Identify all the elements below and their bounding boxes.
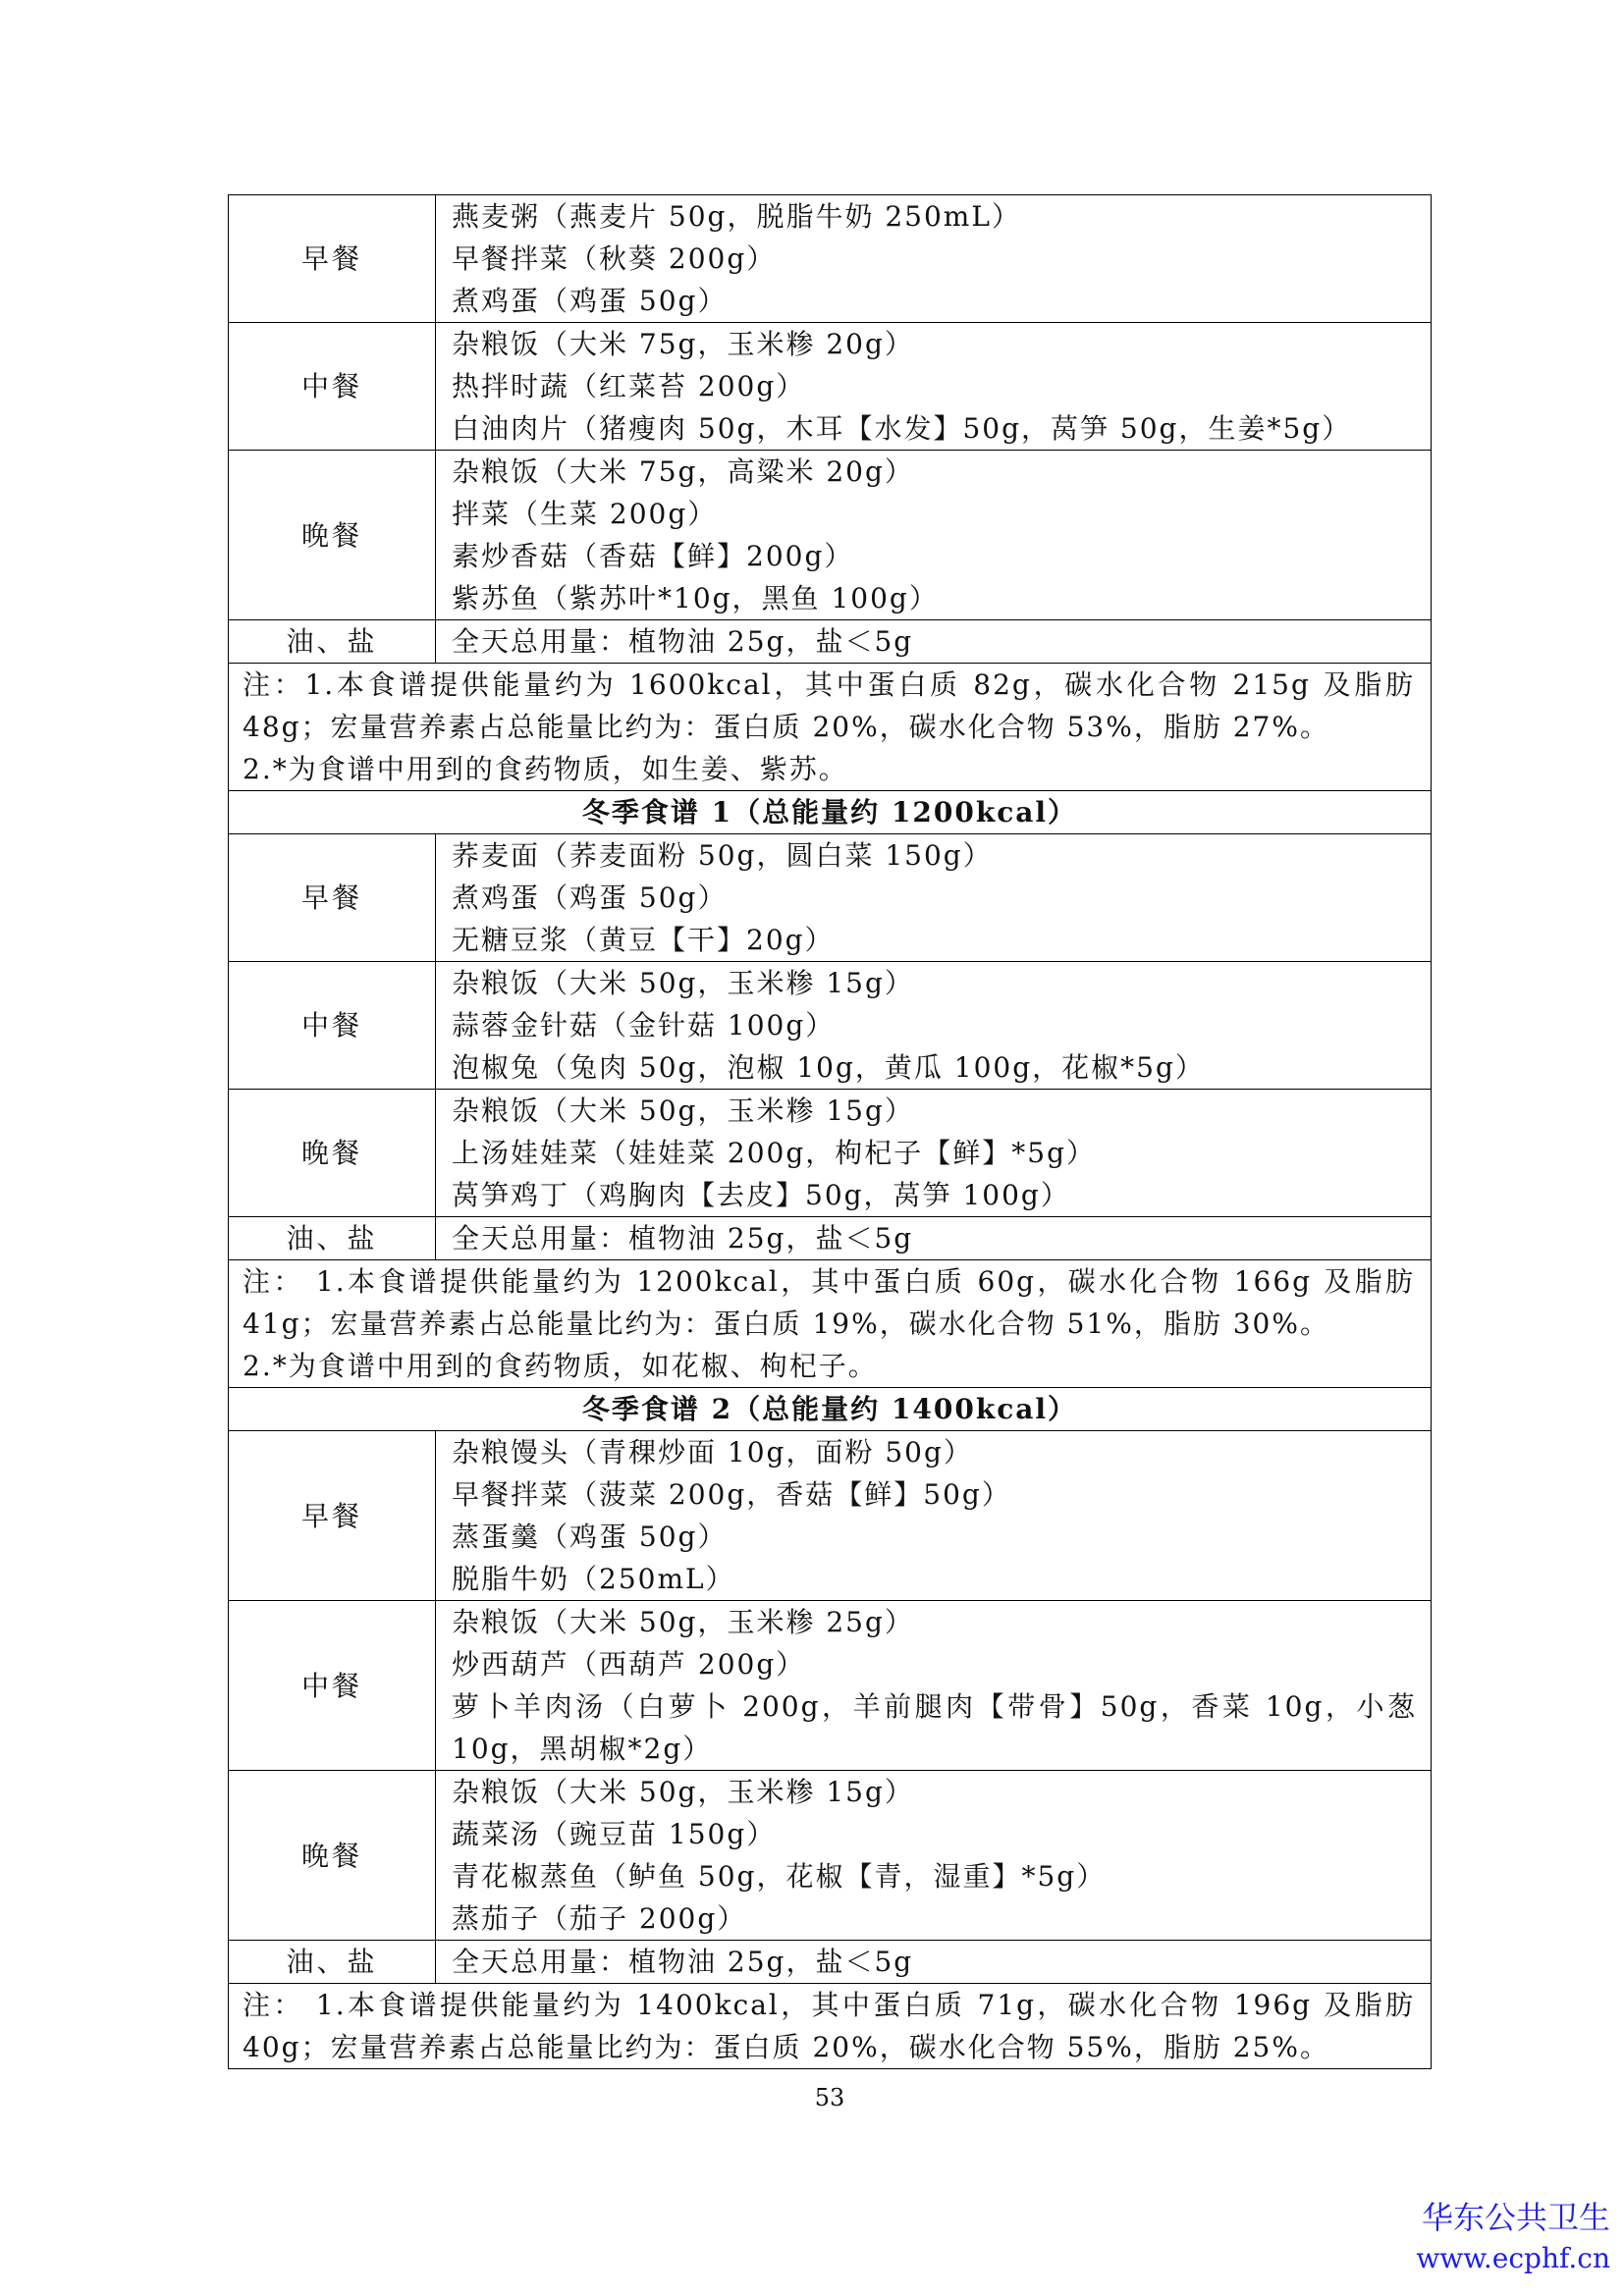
oil-salt-value [436,1941,1432,1984]
meal-item: 杂粮饭（大米 50g，玉米糁 15g） [452,967,914,999]
meal-item: 杂粮饭（大米 75g，玉米糁 20g） [452,328,914,360]
meal-row-dinner [229,451,1432,620]
meal-item: 炒西葫芦（西葫芦 200g） [452,1648,806,1681]
section-title: 冬季食谱 2（总能量约 1400kcal） [229,1388,1432,1431]
meal-item: 素炒香菇（香菇【鲜】200g） [452,540,854,572]
section-title-row [229,1388,1432,1431]
meal-item: 杂粮饭（大米 50g，玉米糁 15g） [452,1095,914,1127]
meal-items [436,834,1432,962]
oil-salt-label: 油、盐 [229,1941,436,1984]
oil-salt-text: 全天总用量：植物油 25g，盐＜5g [452,1222,914,1255]
meal-row-dinner [229,1090,1432,1217]
meal-item: 煮鸡蛋（鸡蛋 50g） [452,285,728,317]
meal-label: 早餐 [229,834,436,962]
oil-salt-text: 全天总用量：植物油 25g，盐＜5g [452,625,914,658]
oil-salt-row [229,620,1432,664]
menu-table [228,194,1432,2069]
note-cell [229,664,1432,791]
meal-item: 蔬菜汤（豌豆苗 150g） [452,1818,777,1850]
meal-item: 上汤娃娃菜（娃娃菜 200g，枸杞子【鲜】*5g） [452,1137,1097,1169]
note-row [229,1260,1432,1388]
oil-salt-text: 全天总用量：植物油 25g，盐＜5g [452,1946,914,1978]
note-line: 注： 1.本食谱提供能量约为 1400kcal，其中蛋白质 71g，碳水化合物 196g 及脂肪 [243,1989,1415,2021]
meal-item: 杂粮饭（大米 50g，玉米糁 25g） [452,1606,914,1638]
note-cell [229,1984,1432,2069]
meal-item: 莴笋鸡丁（鸡胸肉【去皮】50g，莴笋 100g） [452,1179,1070,1211]
watermark-name: 华东公共卫生 [1421,2199,1610,2236]
meal-label: 中餐 [229,962,436,1090]
meal-items [436,451,1432,620]
meal-item: 杂粮饭（大米 50g，玉米糁 15g） [452,1776,914,1808]
meal-label: 中餐 [229,1601,436,1771]
oil-salt-value [436,1217,1432,1260]
meal-item: 杂粮饭（大米 75g，高粱米 20g） [452,455,914,488]
meal-item: 杂粮馒头（青稞炒面 10g，面粉 50g） [452,1436,973,1468]
meal-item: 青花椒蒸鱼（鲈鱼 50g，花椒【青，湿重】*5g） [452,1860,1107,1893]
meal-item: 煮鸡蛋（鸡蛋 50g） [452,881,728,914]
meal-item: 早餐拌菜（秋葵 200g） [452,242,777,275]
meal-row-breakfast [229,834,1432,962]
meal-item: 荞麦面（荞麦面粉 50g，圆白菜 150g） [452,839,993,872]
oil-salt-label: 油、盐 [229,1217,436,1260]
meal-label: 晚餐 [229,451,436,620]
note-cell [229,1260,1432,1388]
meal-items [436,1601,1432,1771]
meal-item: 蒜蓉金针菇（金针菇 100g） [452,1009,836,1041]
note-line: 注： 1.本食谱提供能量约为 1200kcal，其中蛋白质 60g，碳水化合物 166g 及脂肪 [243,1265,1415,1298]
meal-items [436,1431,1432,1601]
watermark [1416,2197,1610,2279]
page-number: 53 [814,2084,845,2111]
meal-item: 10g，黑胡椒*2g） [452,1733,713,1765]
note-line: 41g；宏量营养素占总能量比约为：蛋白质 19%，碳水化合物 51%，脂肪 30%。 [243,1308,1329,1340]
meal-item: 拌菜（生菜 200g） [452,498,718,530]
meal-label: 早餐 [229,1431,436,1601]
note-line: 48g；宏量营养素占总能量比约为：蛋白质 20%，碳水化合物 53%，脂肪 27%。 [243,711,1329,743]
meal-label: 早餐 [229,195,436,323]
meal-row-dinner [229,1771,1432,1941]
note-line: 40g；宏量营养素占总能量比约为：蛋白质 20%，碳水化合物 55%，脂肪 25%。 [243,2031,1329,2063]
meal-item: 早餐拌菜（菠菜 200g，香菇【鲜】50g） [452,1478,1011,1511]
meal-row-breakfast [229,195,1432,323]
meal-row-lunch [229,962,1432,1090]
oil-salt-row [229,1941,1432,1984]
meal-item: 蒸茄子（茄子 200g） [452,1902,747,1935]
note-row [229,1984,1432,2069]
note-line: 2.*为食谱中用到的食药物质，如生姜、紫苏。 [243,753,848,785]
meal-item: 白油肉片（猪瘦肉 50g，木耳【水发】50g，莴笋 50g，生姜*5g） [452,412,1352,445]
section-title: 冬季食谱 1（总能量约 1200kcal） [229,791,1432,834]
meal-items [436,962,1432,1090]
note-line: 2.*为食谱中用到的食药物质，如花椒、枸杞子。 [243,1350,878,1382]
section-title-row [229,791,1432,834]
note-row [229,664,1432,791]
oil-salt-label: 油、盐 [229,620,436,664]
meal-item: 脱脂牛奶（250mL） [452,1563,735,1595]
oil-salt-value [436,620,1432,664]
meal-item: 蒸蛋羹（鸡蛋 50g） [452,1521,728,1553]
watermark-url: www.ecphf.cn [1416,2242,1610,2274]
meal-item: 紫苏鱼（紫苏叶*10g，黑鱼 100g） [452,582,939,614]
meal-label: 中餐 [229,323,436,451]
meal-item: 萝卜羊肉汤（白萝卜 200g，羊前腿肉【带骨】50g，香菜 10g，小葱 [452,1690,1417,1723]
meal-label: 晚餐 [229,1090,436,1217]
meal-row-lunch [229,323,1432,451]
meal-label: 晚餐 [229,1771,436,1941]
oil-salt-row [229,1217,1432,1260]
meal-items [436,323,1432,451]
note-line: 注：1.本食谱提供能量约为 1600kcal，其中蛋白质 82g，碳水化合物 215g 及脂肪 [243,668,1415,701]
meal-item: 无糖豆浆（黄豆【干】20g） [452,924,835,956]
meal-items [436,1090,1432,1217]
meal-items [436,1771,1432,1941]
meal-item: 热拌时蔬（红菜苔 200g） [452,370,806,402]
meal-row-breakfast [229,1431,1432,1601]
meal-item: 燕麦粥（燕麦片 50g，脱脂牛奶 250mL） [452,200,1021,233]
meal-row-lunch [229,1601,1432,1771]
meal-item: 泡椒兔（兔肉 50g，泡椒 10g，黄瓜 100g，花椒*5g） [452,1051,1205,1084]
meal-items [436,195,1432,323]
